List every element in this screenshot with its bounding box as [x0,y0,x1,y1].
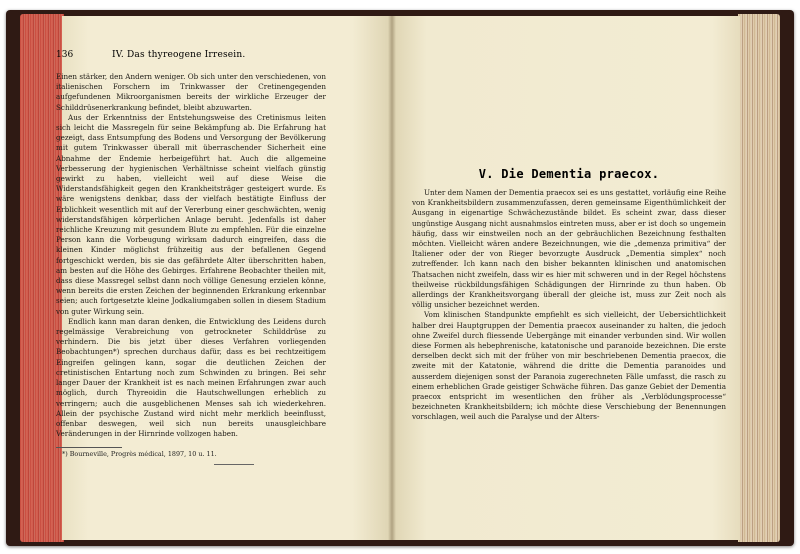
paragraph: Einen stärker, den Andern weniger. Ob sich unter den verschiedenen, von italienischen Forschern im Trinkwasser der Cretinengegenden aufgefundenen Mikroorganismen bereits der wirkliche Erzeuger der Schilddrüsenerkrankung befindet, bleibt abzuwarten. [56,72,326,112]
end-rule [214,464,254,465]
chapter-title: V. Die Dementia praecox. [478,167,660,181]
running-head: IV. Das thyreogene Irresein. [112,50,246,60]
left-page-body [56,72,326,439]
paragraph: Vom klinischen Standpunkte empfiehlt es sich vielleicht, der Uebersichtlichkeit halber drei Hauptgruppen der Dementia praecox auseinander zu halten, die jedoch ohne Zweifel durch fliessende Uebergänge mit einander verbunden sind. Wir wollen diese Formen als hebephrenische, katatonische und paranoide bezeichnen. Die erste derselben deckt sich mit der früher von mir beschriebenen Dementia praecox, die zweite mit der Katatonie, während die dritte die Dementia paranoides und ausserdem diejenigen sonst der Paranoia zugerechneten Fälle umfasst, die rasch zu einem erheblichen Grade geistiger Schwäche führen. Das ganze Gebiet der Dementia praecox entspricht im wesentlichen den früher als „Verblödungsprocesse“ bezeichneten Krankheitsbildern; ich möchte diese Verschiebung der Benennungen vorschlagen, weil auch die Paralyse und der Alters- [412,310,726,422]
left-page-header [56,50,326,60]
footnote: *) Bourneville, Progrès médical, 1897, 10 u. 11. [62,450,217,458]
right-page-body [412,188,726,423]
paragraph: Aus der Erkenntniss der Entstehungsweise des Cretinismus leiten sich leicht die Massregeln für seine Bekämpfung ab. Die Erfahrung hat gezeigt, dass Entsumpfung des Bodens und Versorgung der Bevölkerung mit gutem Trinkwasser überall mit überraschender Sicherheit eine Abnahme der Endemie herbeigeführt hat. Auch die allgemeine Verbesserung der hygienischen Verhältnisse scheint vielfach günstig gewirkt zu haben, vielleicht weil auf diese Weise die Widerstandsfähigkeit gegen den Krankheitsträger gesteigert wurde. Es wäre wenigstens denkbar, dass der vielfach bestätigte Einfluss der Erblichkeit wesentlich mit auf der Vererbung einer geschwächten, wenig widerstandsfähigen körperlichen Anlage beruht. Jedenfalls ist daher reichliche Kreuzung mit gesundem Blute zu empfehlen. Für die einzelne Person kann die Vorbeugung wirksam dadurch eingreifen, dass die kleinen Kinder möglichst frühzeitig aus der befallenen Gegend fortgeschickt werden, bis sie das gefährdete Alter überschritten haben, am besten auf die Höhe des Gebirges. Erfahrene Beobachter theilen mit, dass diese Massregel selbst dann noch völlige Genesung erzielen könne, wenn bereits die ersten Zeichen der beginnenden Erkrankung erkennbar seien; auch fortgesetzte kleine Jodkaliumgaben sollen in diesem Stadium von guter Wirkung sein. [56,112,326,316]
footnote-rule [56,447,122,448]
right-page-edges [738,14,780,542]
book-gutter [388,16,396,540]
page-number: 136 [56,50,74,60]
paragraph: Endlich kann man daran denken, die Entwicklung des Leidens durch regelmässige Verabreichung von getrockneter Schilddrüse zu verhindern. Die bis jetzt über dieses Verfahren vorliegenden Beobachtungen*) sprechen durchaus dafür, dass es bei rechtzeitigem Eingreifen gelingen kann, sogar die deutlichen Zeichen der cretinistischen Entartung noch zum Schwinden zu bringen. Bei sehr langer Dauer der Krankheit ist es nach meinen Erfahrungen zwar auch möglich, durch Thyreoidin die Hautschwellungen erheblich zu verringern; auch die ausgeblichenen Menses sah ich wiederkehren. Allein der psychische Zustand wird nicht mehr merklich beeinflusst, offenbar deswegen, weil sich nun bereits unausgleichbare Veränderungen in der Hirnrinde vollzogen haben. [56,316,326,439]
paragraph: Unter dem Namen der Dementia praecox sei es uns gestattet, vorläufig eine Reihe von Krankheitsbildern zusammenzufassen, deren gemeinsame Eigenthümlichkeit der Ausgang in eigenartige Schwächezustände bildet. Es scheint zwar, dass dieser ungünstige Ausgang nicht ausnahmslos eintreten muss, aber er ist doch so ungemein häufig, dass wir einstweilen noch an der gebräuchlichen Bezeichnung festhalten möchten. Vielleicht wären andere Bezeichnungen, wie die „demenza primitiva“ der Italiener oder der von Rieger bevorzugte Ausdruck „Dementia simplex“ noch zutreffender. Ich kann nach den bisher bekannten klinischen und anatomischen Thatsachen nicht zweifeln, dass wir es hier mit schweren und in der Regel höchstens theilweise rückbildungsfähigen Schädigungen der Hirnrinde zu thun haben. Ob allerdings der Krankheitsvorgang überall der gleiche ist, muss zur Zeit noch als völlig unsicher bezeichnet werden. [412,188,726,310]
